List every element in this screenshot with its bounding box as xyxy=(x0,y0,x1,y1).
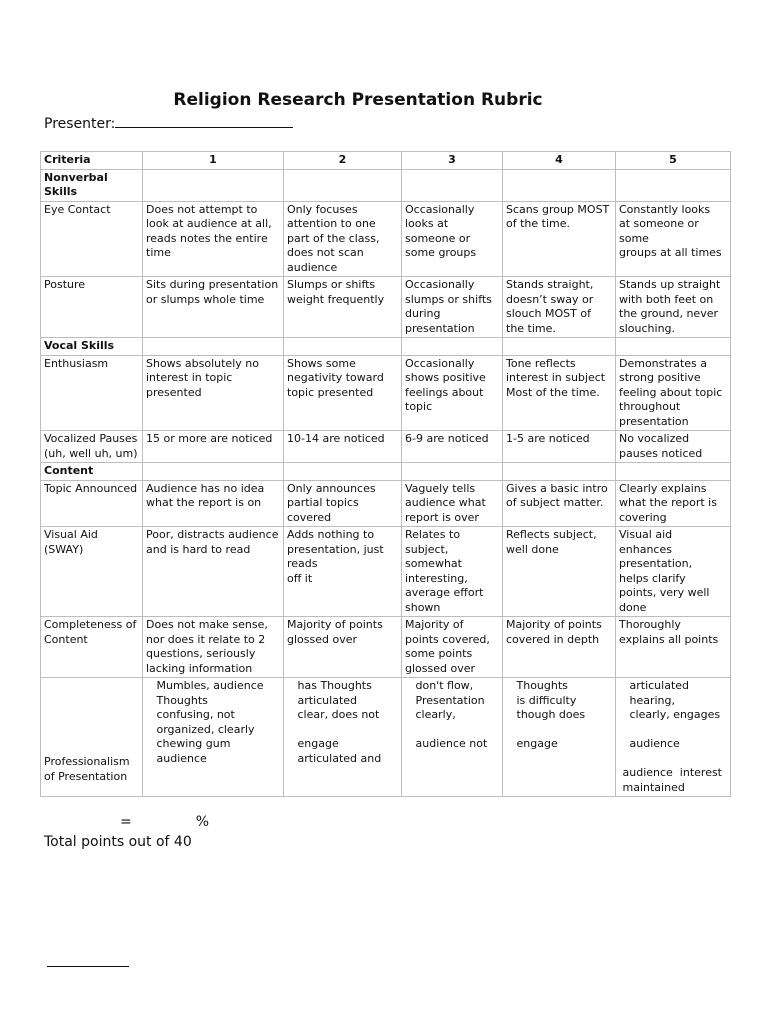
table-row xyxy=(41,480,731,527)
table-row xyxy=(41,277,731,338)
cell-posture-1: Sits during presentation or slumps whole time xyxy=(143,277,284,338)
table-row xyxy=(41,527,731,617)
cell-enthusiasm-3: Occasionally shows positive feelings about topic xyxy=(402,355,503,431)
cell-eye-contact-5: Constantly looks at someone or some groups at all times xyxy=(616,201,731,277)
cell-posture-2: Slumps or shifts weight frequently xyxy=(284,277,402,338)
cell-visual-4: Reflects subject, well done xyxy=(503,527,616,617)
section-vocal-skills: Vocal Skills xyxy=(41,338,143,356)
cell-topic-4: Gives a basic intro of subject matter. xyxy=(503,480,616,527)
criteria-enthusiasm: Enthusiasm xyxy=(41,355,143,431)
empty-cell xyxy=(284,338,402,356)
cell-visual-1: Poor, distracts audience and is hard to read xyxy=(143,527,284,617)
criteria-professionalism: Professionalism of Presentation xyxy=(41,678,143,797)
table-row xyxy=(41,617,731,678)
cell-topic-1: Audience has no idea what the report is on xyxy=(143,480,284,527)
cell-posture-3: Occasionally slumps or shifts during presentation xyxy=(402,277,503,338)
cell-eye-contact-3: Occasionally looks at someone or some groups xyxy=(402,201,503,277)
cell-professionalism-2: has Thoughts articulated clear, does not engage articulated and xyxy=(284,678,402,797)
cell-enthusiasm-4: Tone reflects interest in subject Most of the time. xyxy=(503,355,616,431)
section-row-nonverbal xyxy=(41,169,731,201)
header-score-2: 2 xyxy=(284,152,402,170)
header-score-1: 1 xyxy=(143,152,284,170)
score-line xyxy=(120,814,209,830)
cell-professionalism-3: don't flow, Presentation clearly, audience not xyxy=(402,678,503,797)
header-score-4: 4 xyxy=(503,152,616,170)
cell-completeness-5: Thoroughly explains all points xyxy=(616,617,731,678)
rubric-table xyxy=(40,151,731,797)
cell-pauses-4: 1-5 are noticed xyxy=(503,431,616,463)
page-title: Religion Research Presentation Rubric xyxy=(173,90,543,110)
cell-completeness-1: Does not make sense, nor does it relate to 2 questions, seriously lacking information xyxy=(143,617,284,678)
criteria-vocalized-pauses: Vocalized Pauses (uh, well uh, um) xyxy=(41,431,143,463)
cell-posture-4: Stands straight, doesn’t sway or slouch MOST of the time. xyxy=(503,277,616,338)
cell-enthusiasm-1: Shows absolutely no interest in topic presented xyxy=(143,355,284,431)
cell-visual-5: Visual aid enhances presentation, helps clarify points, very well done xyxy=(616,527,731,617)
section-row-vocal xyxy=(41,338,731,356)
header-score-3: 3 xyxy=(402,152,503,170)
cell-professionalism-4: Thoughts is difficulty though does engage xyxy=(503,678,616,797)
header-score-5: 5 xyxy=(616,152,731,170)
cell-enthusiasm-2: Shows some negativity toward topic presented xyxy=(284,355,402,431)
cell-topic-3: Vaguely tells audience what report is over xyxy=(402,480,503,527)
signature-line xyxy=(47,966,129,967)
cell-eye-contact-4: Scans group MOST of the time. xyxy=(503,201,616,277)
empty-cell xyxy=(616,169,731,201)
table-row xyxy=(41,431,731,463)
cell-completeness-2: Majority of points glossed over xyxy=(284,617,402,678)
criteria-posture: Posture xyxy=(41,277,143,338)
empty-cell xyxy=(284,169,402,201)
empty-cell xyxy=(143,338,284,356)
total-points-label: Total points out of 40 xyxy=(44,834,192,850)
empty-cell xyxy=(402,169,503,201)
empty-cell xyxy=(402,463,503,481)
criteria-completeness: Completeness of Content xyxy=(41,617,143,678)
empty-cell xyxy=(503,338,616,356)
table-row xyxy=(41,201,731,277)
criteria-visual-aid: Visual Aid (SWAY) xyxy=(41,527,143,617)
cell-eye-contact-1: Does not attempt to look at audience at all, reads notes the entire time xyxy=(143,201,284,277)
empty-cell xyxy=(143,169,284,201)
cell-visual-3: Relates to subject, somewhat interesting, average effort shown xyxy=(402,527,503,617)
cell-completeness-3: Majority of points covered, some points glossed over xyxy=(402,617,503,678)
presenter-label: Presenter: xyxy=(44,116,116,132)
empty-cell xyxy=(616,463,731,481)
cell-pauses-2: 10-14 are noticed xyxy=(284,431,402,463)
cell-professionalism-5: articulated hearing, clearly, engages audience audience interest maintained xyxy=(616,678,731,797)
empty-cell xyxy=(143,463,284,481)
cell-enthusiasm-5: Demonstrates a strong positive feeling about topic throughout presentation xyxy=(616,355,731,431)
header-criteria: Criteria xyxy=(41,152,143,170)
equals-sign: = xyxy=(120,814,132,830)
cell-pauses-1: 15 or more are noticed xyxy=(143,431,284,463)
cell-professionalism-1: Mumbles, audience Thoughts confusing, not organized, clearly chewing gum audience xyxy=(143,678,284,797)
section-content: Content xyxy=(41,463,143,481)
empty-cell xyxy=(503,463,616,481)
table-header-row xyxy=(41,152,731,170)
empty-cell xyxy=(616,338,731,356)
section-nonverbal-skills: Nonverbal Skills xyxy=(41,169,143,201)
cell-posture-5: Stands up straight with both feet on the ground, never slouching. xyxy=(616,277,731,338)
cell-completeness-4: Majority of points covered in depth xyxy=(503,617,616,678)
table-row xyxy=(41,355,731,431)
presenter-blank-line xyxy=(115,115,293,128)
table-row xyxy=(41,678,731,797)
criteria-eye-contact: Eye Contact xyxy=(41,201,143,277)
cell-topic-5: Clearly explains what the report is covering xyxy=(616,480,731,527)
cell-topic-2: Only announces partial topics covered xyxy=(284,480,402,527)
section-row-content xyxy=(41,463,731,481)
presenter-field xyxy=(44,115,293,132)
cell-pauses-3: 6-9 are noticed xyxy=(402,431,503,463)
cell-visual-2: Adds nothing to presentation, just reads off it xyxy=(284,527,402,617)
empty-cell xyxy=(284,463,402,481)
criteria-topic-announced: Topic Announced xyxy=(41,480,143,527)
cell-eye-contact-2: Only focuses attention to one part of the class, does not scan audience xyxy=(284,201,402,277)
empty-cell xyxy=(402,338,503,356)
cell-pauses-5: No vocalized pauses noticed xyxy=(616,431,731,463)
percent-sign: % xyxy=(195,814,210,830)
empty-cell xyxy=(503,169,616,201)
